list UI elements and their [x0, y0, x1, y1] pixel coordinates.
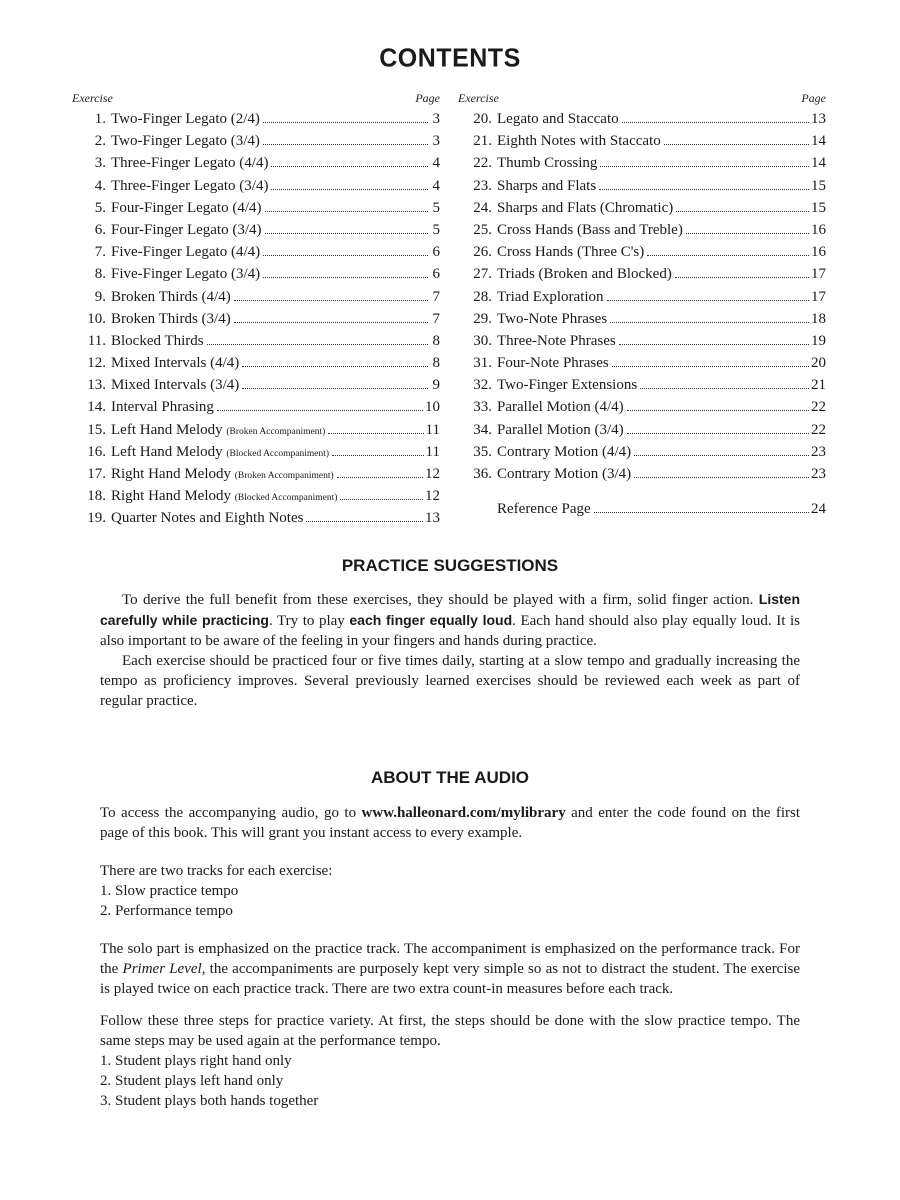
contents-entry-page: 14 [811, 155, 826, 172]
contents-entry-label [111, 130, 260, 152]
contents-entry-number: 7. [94, 244, 106, 261]
contents-row [458, 308, 826, 330]
list-item: 3. Student plays both hands together [100, 1093, 319, 1109]
dot-leader [271, 166, 428, 167]
contents-entry-title: Sharps and Flats (Chromatic) [497, 199, 674, 216]
contents-entry-label [111, 263, 260, 285]
contents-row [458, 219, 826, 241]
contents-entry-label [111, 330, 204, 352]
contents-entry-page: 16 [811, 221, 826, 238]
contents-entry-title: Parallel Motion (3/4) [497, 421, 624, 438]
contents-row [72, 419, 440, 441]
contents-entry-title: Two-Finger Extensions [497, 377, 638, 394]
contents-entry-page: 3 [432, 111, 440, 127]
audio-paragraph-1 [100, 803, 800, 843]
contents-entry-number: 8. [94, 266, 106, 283]
contents-entry-number: 29. [473, 310, 492, 327]
contents-row [72, 441, 440, 463]
contents-entry-page: 4 [432, 177, 440, 194]
contents-entry-title: Broken Thirds (4/4) [111, 288, 231, 305]
contents-row [72, 374, 440, 396]
dot-leader [664, 144, 809, 145]
contents-row [72, 396, 440, 418]
contents-entry-title: Four-Note Phrases [497, 355, 609, 372]
contents-entry-label [497, 108, 619, 130]
dot-leader [234, 322, 428, 323]
contents-entry-page: 5 [432, 221, 440, 238]
dot-leader [271, 189, 428, 190]
contents-entry-label [497, 286, 604, 308]
contents-entry-page: 3 [432, 133, 440, 150]
audio-heading: ABOUT THE AUDIO [370, 768, 530, 787]
practice-paragraph-1 [100, 589, 800, 651]
emphasis-listen: Listen carefully while practicing [100, 591, 800, 628]
contents-entry-page: 6 [432, 266, 440, 283]
dot-leader [634, 477, 809, 478]
contents-entry-title: Two-Finger Legato (3/4) [111, 133, 260, 150]
contents-entry-page: 8 [432, 332, 440, 349]
dot-leader [328, 433, 423, 434]
contents-row [72, 197, 440, 219]
contents-entry-title: Cross Hands (Bass and Treble) [497, 221, 683, 238]
contents-entry-page: 20 [811, 355, 826, 372]
contents-entry-title: Five-Finger Legato (3/4) [111, 266, 261, 283]
contents-entry-page: 15 [811, 177, 826, 194]
dot-leader [265, 233, 429, 234]
dot-leader [263, 277, 428, 278]
dot-leader [594, 512, 809, 513]
header-exercise: Exercise [458, 91, 499, 105]
contents-entry-title: Three-Note Phrases [497, 332, 616, 349]
contents-row [458, 374, 826, 396]
contents-entry-number: 26. [473, 244, 492, 261]
contents-entry-label [497, 241, 644, 263]
tracks-list [100, 881, 800, 921]
contents-entry-label [497, 396, 624, 418]
text-run: , the accompaniments are purposely kept very simple so as not to distract the student. The exercise is played twice on each practice track. There are two extra count-in measures before each track. [100, 961, 801, 997]
contents-entry-title: Contrary Motion (4/4) [497, 443, 632, 460]
text-run: . Each hand should also play equally loud. It is also important to be aware of the feeling in your fingers and hands during practice. [100, 613, 800, 649]
dot-leader [612, 366, 809, 367]
dot-leader [634, 455, 809, 456]
contents-entry-number: 16. [87, 443, 106, 460]
contents-title: CONTENTS [379, 43, 521, 73]
contents-entry-page: 6 [432, 244, 440, 261]
contents-entry-label [497, 130, 661, 152]
contents-entry-title: Mixed Intervals (3/4) [111, 377, 240, 394]
list-item: 1. Student plays right hand only [100, 1053, 292, 1069]
dot-leader [627, 410, 809, 411]
contents-entry-label [111, 441, 329, 465]
contents-entry-title: Cross Hands (Three C's) [497, 244, 645, 261]
contents-row [458, 441, 826, 463]
contents-entry-number: 11. [87, 332, 106, 349]
contents-entry-number: 24. [473, 199, 492, 216]
text-run: and enter the code found on the first page of this book. This will grant you instant access to every example. [100, 805, 800, 841]
contents-entry-label [497, 219, 683, 241]
contents-entry-title: Right Hand Melody [111, 488, 231, 505]
contents-entry-number: 28. [473, 288, 492, 305]
contents-entry-label [497, 463, 631, 485]
contents-row [458, 330, 826, 352]
contents-entry-title: Mixed Intervals (4/4) [111, 355, 240, 372]
contents-header [72, 88, 440, 108]
contents-entry-number: 21. [473, 133, 492, 150]
contents-entry-label [497, 441, 631, 463]
contents-right-column [458, 88, 826, 520]
contents-entry-number: 6. [94, 221, 106, 238]
list-item: 1. Slow practice tempo [100, 883, 239, 899]
contents-entry-label [497, 175, 596, 197]
header-page: Page [415, 91, 440, 105]
contents-row [458, 152, 826, 174]
contents-entry-page: 9 [432, 377, 440, 394]
contents-entry-label [497, 352, 609, 374]
header-exercise: Exercise [72, 91, 113, 105]
contents-entry-label [111, 485, 337, 509]
header-page: Page [801, 91, 826, 105]
contents-entry-label [497, 263, 672, 285]
contents-row [458, 419, 826, 441]
text-run: The solo part is emphasized on the practice track. The accompaniment is emphasized on the performance track. For the [100, 941, 800, 977]
contents-entry-page: 17 [811, 266, 826, 283]
dot-leader [263, 122, 428, 123]
contents-row [458, 463, 826, 485]
contents-entry-label [111, 175, 268, 197]
contents-entry-label [111, 308, 231, 330]
contents-row [458, 352, 826, 374]
contents-entry-number: 13. [87, 377, 106, 394]
dot-leader [306, 521, 423, 522]
contents-entry-title: Contrary Motion (3/4) [497, 466, 632, 482]
contents-entry-page: 7 [432, 310, 440, 327]
contents-entry-page: 4 [432, 155, 440, 172]
contents-entry-page: 22 [811, 399, 826, 416]
contents-entry-label [111, 374, 239, 396]
contents-row [458, 396, 826, 418]
contents-entry-label [111, 352, 239, 374]
contents-entry-page: 13 [425, 510, 440, 527]
contents-entry-title: Two-Note Phrases [497, 310, 608, 327]
contents-entry-number: 15. [87, 421, 106, 438]
contents-entry-title: Right Hand Melody [111, 466, 231, 482]
practice-section [100, 589, 800, 711]
contents-entry-label [111, 241, 260, 263]
contents-entry-number: 3. [94, 155, 106, 172]
contents-entry-page: 8 [432, 355, 440, 372]
contents-entry-title: Interval Phrasing [111, 399, 214, 416]
contents-row [72, 463, 440, 485]
primer-level-emphasis: Primer Level [122, 961, 202, 977]
text-run: To access the accompanying audio, go to [100, 805, 362, 821]
contents-entry-subtitle: (Broken Accompaniment) [226, 426, 326, 437]
text-run: . Try to play [268, 613, 350, 629]
dot-leader [627, 433, 809, 434]
contents-left-list [72, 108, 440, 530]
contents-entry-subtitle: (Broken Accompaniment) [234, 471, 334, 481]
contents-entry-number: 10. [87, 310, 106, 327]
contents-entry-number: 34. [473, 421, 492, 438]
dot-leader [263, 255, 428, 256]
dot-leader [622, 122, 809, 123]
contents-entry-label [111, 419, 325, 443]
contents-entry-number: 5. [94, 199, 106, 216]
contents-entry-title: Four-Finger Legato (3/4) [111, 221, 262, 238]
contents-entry-number: 2. [94, 133, 106, 150]
dot-leader [675, 277, 809, 278]
audio-paragraph-4: Follow these three steps for practice variety. At first, the steps should be done with the slow practice tempo. The same steps may be used again at the performance tempo. [100, 1013, 800, 1049]
contents-entry-title: Triads (Broken and Blocked) [497, 266, 672, 283]
contents-entry-subtitle: (Blocked Accompaniment) [234, 493, 338, 504]
contents-entry-title: Left Hand Melody [111, 443, 223, 460]
contents-row [72, 175, 440, 197]
contents-entry-number: 35. [473, 443, 492, 460]
contents-entry-label [111, 197, 262, 219]
contents-row [458, 197, 826, 219]
contents-entry-number: 27. [473, 266, 492, 283]
contents-entry-title: Three-Finger Legato (4/4) [111, 155, 269, 172]
contents-entry-label [497, 330, 616, 352]
contents-entry-title: Blocked Thirds [111, 332, 204, 349]
contents-entry-label [497, 152, 597, 174]
contents-entry-page: 16 [811, 244, 826, 261]
dot-leader [207, 344, 428, 345]
contents-entry-page: 23 [811, 466, 826, 482]
contents-entry-label [497, 308, 607, 330]
dot-leader [234, 300, 428, 301]
dot-leader [640, 388, 809, 389]
audio-paragraph-3 [100, 939, 800, 999]
contents-entry-page: 11 [425, 421, 440, 438]
contents-entry-label [111, 396, 214, 418]
contents-entry-page: 10 [425, 399, 440, 416]
contents-entry-label [111, 152, 268, 174]
contents-row [458, 286, 826, 308]
contents-row [72, 219, 440, 241]
contents-entry-page: 5 [432, 199, 440, 216]
contents-entry-page: 12 [425, 466, 440, 482]
contents-entry-title: Sharps and Flats [497, 177, 597, 194]
dot-leader [263, 144, 428, 145]
contents-entry-label: Reference Page [497, 501, 591, 518]
dot-leader [265, 211, 429, 212]
text-run: To derive the full benefit from these exercises, they should be played with a firm, solid finger action. [122, 592, 759, 608]
contents-entry-page: 13 [811, 111, 826, 127]
contents-row [458, 130, 826, 152]
dot-leader [607, 300, 809, 301]
contents-header [458, 88, 826, 108]
contents-entry-page: 21 [811, 377, 826, 394]
audio-paragraph-2: There are two tracks for each exercise: [100, 863, 333, 879]
contents-entry-title: Broken Thirds (3/4) [111, 310, 231, 327]
contents-entry-page: 23 [811, 443, 826, 460]
contents-row-reference [458, 498, 826, 520]
contents-entry-page: 17 [811, 288, 826, 305]
contents-entry-number: 25. [473, 221, 492, 238]
contents-entry-page: 7 [432, 288, 440, 305]
dot-leader [619, 344, 809, 345]
contents-row [72, 108, 440, 130]
dot-leader [600, 166, 809, 167]
contents-entry-number: 19. [87, 510, 106, 527]
contents-row [72, 507, 440, 529]
dot-leader [337, 477, 423, 478]
contents-entry-number: 30. [473, 332, 492, 349]
contents-entry-number: 31. [473, 355, 492, 372]
dot-leader [217, 410, 423, 411]
dot-leader [676, 211, 809, 212]
contents-entry-number: 22. [473, 155, 492, 172]
contents-entry-label [497, 197, 673, 219]
contents-row [72, 485, 440, 507]
contents-entry-label [111, 286, 231, 308]
contents-entry-page: 11 [425, 443, 440, 460]
contents-entry-page: 24 [811, 501, 826, 518]
contents-left-column [72, 88, 440, 530]
practice-paragraph-2: Each exercise should be practiced four or five times daily, starting at a slow tempo and gradually increasing the tempo as proficiency improves. Several previously learned exercises should be reviewed each week as part of regular practice. [100, 653, 800, 709]
contents-entry-title: Parallel Motion (4/4) [497, 399, 624, 416]
contents-entry-title: Thumb Crossing [497, 155, 598, 172]
contents-entry-label [497, 374, 637, 396]
library-url-link[interactable]: www.halleonard.com/mylibrary [361, 805, 566, 821]
contents-entry-number: 23. [473, 177, 492, 194]
contents-row [458, 175, 826, 197]
contents-entry-number: 1. [94, 111, 106, 127]
contents-entry-label [111, 219, 262, 241]
contents-entry-title: Five-Finger Legato (4/4) [111, 244, 261, 261]
contents-entry-page: 14 [811, 133, 826, 150]
contents-entry-page: 22 [811, 421, 826, 438]
contents-entry-number: 32. [473, 377, 492, 394]
contents-row [72, 263, 440, 285]
dot-leader [599, 189, 809, 190]
dot-leader [340, 499, 423, 500]
contents-entry-label [497, 419, 624, 441]
contents-row [72, 352, 440, 374]
contents-row [72, 330, 440, 352]
steps-list [100, 1051, 800, 1111]
contents-entry-page: 18 [811, 310, 826, 327]
contents-entry-page: 19 [811, 332, 826, 349]
contents-entry-title: Left Hand Melody [111, 421, 223, 438]
contents-entry-label [111, 463, 334, 487]
contents-entry-label [111, 507, 303, 529]
contents-entry-number: 9. [94, 288, 106, 305]
list-item: 2. Performance tempo [100, 903, 233, 919]
contents-entry-number: 20. [473, 111, 492, 127]
contents-entry-title: Four-Finger Legato (4/4) [111, 199, 262, 216]
list-item: 2. Student plays left hand only [100, 1073, 284, 1089]
contents-entry-title: Quarter Notes and Eighth Notes [111, 510, 304, 527]
contents-entry-number: 14. [87, 399, 106, 416]
contents-entry-number: 18. [87, 488, 106, 505]
contents-row [458, 263, 826, 285]
practice-heading: PRACTICE SUGGESTIONS [341, 556, 559, 575]
contents-row [72, 308, 440, 330]
contents-entry-title: Two-Finger Legato (2/4) [111, 111, 260, 127]
emphasis-each-finger: each finger equally loud [349, 612, 513, 628]
contents-entry-label [111, 108, 260, 130]
contents-row [458, 108, 826, 130]
dot-leader [332, 455, 424, 456]
contents-entry-page: 15 [811, 199, 826, 216]
contents-row [72, 130, 440, 152]
contents-entry-title: Legato and Staccato [497, 111, 619, 127]
contents-entry-title: Three-Finger Legato (3/4) [111, 177, 269, 194]
contents-right-list [458, 108, 826, 485]
contents-entry-page: 12 [425, 488, 440, 505]
contents-row [72, 241, 440, 263]
contents-entry-title: Triad Exploration [497, 288, 604, 305]
contents-entry-number: 36. [473, 466, 492, 482]
audio-section [100, 803, 800, 1111]
dot-leader [242, 366, 428, 367]
dot-leader [686, 233, 809, 234]
contents-entry-number: 33. [473, 399, 492, 416]
contents-row [458, 241, 826, 263]
dot-leader [647, 255, 809, 256]
dot-leader [610, 322, 809, 323]
contents-entry-subtitle: (Blocked Accompaniment) [226, 448, 330, 459]
contents-entry-title: Eighth Notes with Staccato [497, 133, 661, 150]
contents-entry-number: 17. [87, 466, 106, 482]
contents-entry-number: 4. [94, 177, 106, 194]
contents-entry-number: 12. [87, 355, 106, 372]
contents-row [72, 286, 440, 308]
contents-row [72, 152, 440, 174]
dot-leader [242, 388, 428, 389]
